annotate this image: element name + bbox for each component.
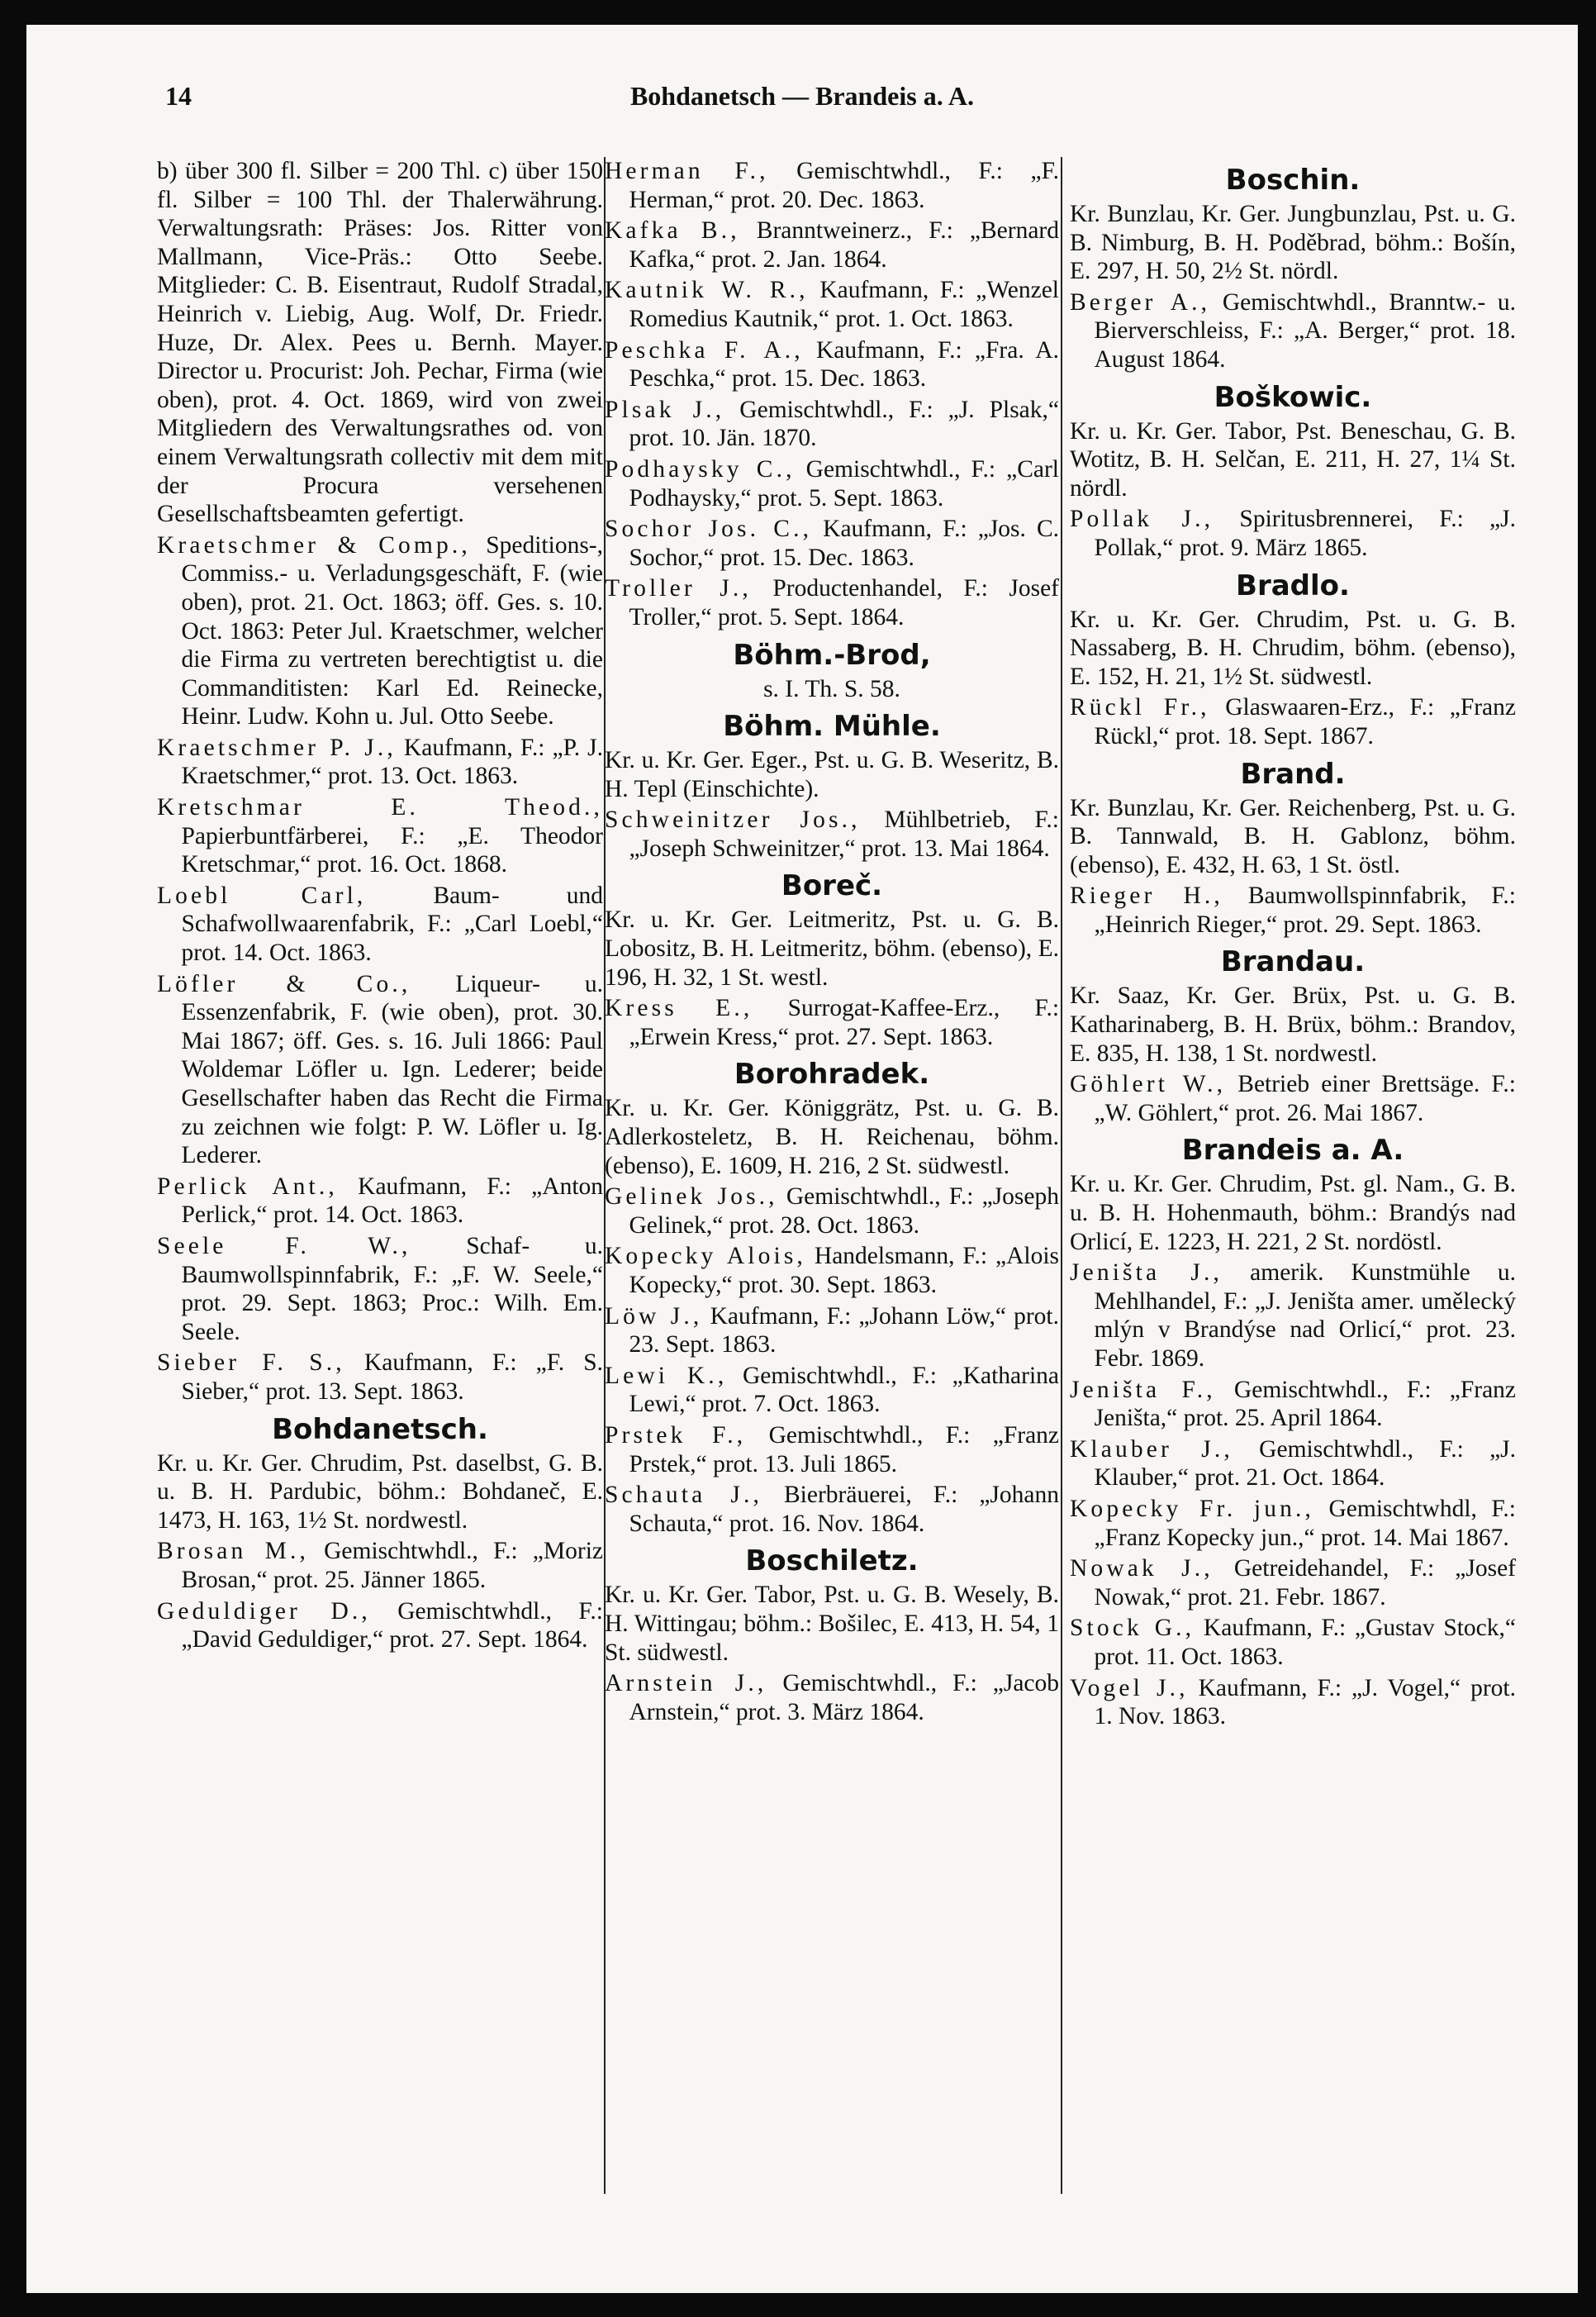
firm-name: Peschka F. A., [605, 336, 804, 364]
entry-text: Gemischtwhdl., F.: „David Geduldiger,“ prot. 27. Sept. 1864. [181, 1597, 603, 1653]
firm-name: Löfler & Co., [157, 970, 411, 997]
firm-name: Lewi K., [605, 1362, 728, 1389]
firm-entry [1070, 1376, 1516, 1433]
firm-entry [1070, 1070, 1516, 1127]
entry-text: Kr. u. Kr. Ger. Eger., Pst. u. G. B. Weseritz, B. H. Tepl (Einschichte). [605, 747, 1059, 802]
entry-text: Kaufmann, F.: „Johann Löw,“ prot. 23. Sept. 1863. [629, 1302, 1060, 1358]
firm-name: Nowak J., [1070, 1555, 1214, 1582]
page-header [26, 81, 1578, 131]
firm-name: Berger A., [1070, 288, 1211, 316]
firm-name: Loebl Carl, [157, 882, 367, 909]
place-description [1070, 1170, 1516, 1256]
place-heading: Brandau. [1220, 945, 1366, 979]
entry-text: Spiritusbrennerei, F.: „J. Pollak,“ prot. 9. März 1865. [1094, 506, 1516, 561]
firm-entry [605, 276, 1059, 333]
entry-text: Baumwollspinnfabrik, F.: „Heinrich Rieger,“ prot. 29. Sept. 1863. [1094, 883, 1517, 938]
place-heading: Bohdanetsch. [272, 1412, 488, 1446]
firm-name: Seele F. W., [157, 1232, 411, 1259]
firm-name: Arnstein J., [605, 1670, 767, 1697]
entry-text: Gemischtwhdl., F.: „Katharina Lewi,“ prot. 7. Oct. 1863. [629, 1362, 1059, 1418]
firm-entry [605, 1182, 1059, 1239]
place-description [1070, 417, 1516, 503]
entry-text: Gemischtwhdl, F.: „Franz Kopecky jun.,“ prot. 14. Mai 1867. [1094, 1495, 1516, 1551]
firm-entry [1070, 1495, 1516, 1552]
entry-text: Baum- und Schafwollwaarenfabrik, F.: „Carl Loebl,“ prot. 14. Oct. 1863. [181, 882, 603, 967]
firm-entry [605, 1362, 1059, 1419]
entry-text: amerik. Kunstmühle u. Mehlhandel, F.: „J. Jeništa amer. umělecký mlýn v Brandýse nad Orlicí,“ prot. 23. Febr. 1869. [1094, 1259, 1517, 1372]
firm-name: Rückl Fr., [1070, 694, 1210, 721]
place-description [1070, 606, 1516, 692]
firm-entry [1070, 505, 1516, 562]
firm-entry [605, 396, 1059, 453]
entry-text: Gemischtwhdl., F.: „Carl Podhaysky,“ prot. 5. Sept. 1863. [629, 455, 1060, 511]
place-heading: Böhm. Mühle. [723, 710, 941, 744]
firm-name: Gelinek Jos., [605, 1183, 778, 1211]
firm-entry [605, 157, 1059, 214]
place-heading: Borohradek. [734, 1058, 930, 1092]
firm-entry [1070, 1674, 1516, 1731]
firm-name: Sochor Jos. C., [605, 516, 813, 543]
entry-text: Gemischtwhdl., F.: „Franz Jeništa,“ prot. 25. April 1864. [1094, 1376, 1517, 1432]
entry-text: Surrogat-Kaffee-Erz., F.: „Erwein Kress,“ prot. 27. Sept. 1863. [629, 995, 1060, 1050]
entry-text: Kaufmann, F.: „J. Vogel,“ prot. 1. Nov. 1863. [1094, 1674, 1516, 1730]
entry-text: Betrieb einer Brettsäge. F.: „W. Göhlert,“ prot. 26. Mai 1867. [1094, 1071, 1516, 1126]
column-left [157, 157, 603, 1657]
entry-text: Papierbuntfärberei, F.: „E. Theodor Kretschmar,“ prot. 16. Oct. 1868. [181, 822, 603, 878]
firm-entry [1070, 882, 1516, 939]
entry-text: Kaufmann, F.: „Jos. C. Sochor,“ prot. 15. Dec. 1863. [629, 516, 1059, 571]
entry-text: Kr. u. Kr. Ger. Tabor, Pst. u. G. B. Wesely, B. H. Wittingau; böhm.: Bošilec, E. 413, H. 54, 1 St. südwestl. [605, 1582, 1059, 1666]
firm-name: Jeništa J., [1070, 1259, 1223, 1287]
entry-text: Branntweinerz., F.: „Bernard Kafka,“ prot. 2. Jan. 1864. [629, 217, 1059, 273]
firm-name: Schweinitzer Jos., [605, 806, 861, 834]
entry-text: Kaufmann, F.: „Anton Perlick,“ prot. 14. Oct. 1863. [181, 1173, 604, 1229]
place-heading: Boškowic. [1214, 380, 1372, 414]
place-description [605, 1094, 1059, 1180]
entry-text: Gemischtwhdl., F.: „Joseph Gelinek,“ prot. 28. Oct. 1863. [629, 1183, 1059, 1239]
firm-entry [157, 882, 603, 968]
column-right [1070, 157, 1516, 1734]
firm-name: Kopecky Fr. jun., [1070, 1495, 1315, 1522]
entry-text: Kaufmann, F.: „Wenzel Romedius Kautnik,“ prot. 1. Oct. 1863. [629, 277, 1059, 332]
cross-reference: s. I. Th. S. 58. [763, 675, 900, 702]
place-heading: Brandeis a. A. [1181, 1134, 1404, 1168]
place-description [1070, 794, 1516, 880]
firm-name: Kraetschmer & Comp., [157, 531, 471, 559]
firm-entry [1070, 288, 1516, 374]
column-divider [1061, 157, 1062, 2194]
entry-text: Speditions-, Commiss.- u. Verladungsgeschäft, F. (wie oben), prot. 21. Oct. 1863; öff. Ges. s. 10. Oct. 1863: Peter Jul. Kraetschmer, welcher die Firma zu vertreten berechtigtist u. die Commanditisten: Karl Ed. Reinecke, Heinr. Ludw. Kohn u. Jul. Otto Seebe. [181, 531, 604, 730]
entry-text: Kr. u. Kr. Ger. Chrudim, Pst. daselbst, G. B. u. B. H. Pardubic, böhm.: Bohdaneč, E. 1473, H. 163, 1½ St. nordwestl. [157, 1449, 603, 1534]
firm-name: Kraetschmer P. J., [157, 734, 397, 761]
entry-text: Gemischtwhdl., F.: „Jacob Arnstein,“ prot. 3. März 1864. [629, 1670, 1060, 1725]
entry-text: Handelsmann, F.: „Alois Kopecky,“ prot. 30. Sept. 1863. [629, 1243, 1059, 1298]
firm-name: Rieger H., [1070, 883, 1223, 910]
firm-entry [605, 455, 1059, 512]
firm-entry [605, 1302, 1059, 1359]
place-description [605, 1581, 1059, 1667]
firm-entry [605, 336, 1059, 393]
firm-entry [605, 1421, 1059, 1478]
firm-entry [605, 1481, 1059, 1538]
place-description [157, 157, 603, 529]
entry-text: Gemischtwhdl., F.: „F. Herman,“ prot. 20. Dec. 1863. [629, 158, 1060, 213]
firm-entry [157, 1232, 603, 1346]
entry-text: Gemischtwhdl., F.: „J. Plsak,“ prot. 10. Jän. 1870. [629, 396, 1059, 452]
firm-entry [605, 806, 1059, 863]
entry-text: Bierbräuerei, F.: „Johann Schauta,“ prot. 16. Nov. 1864. [629, 1482, 1059, 1537]
firm-name: Schauta J., [605, 1482, 763, 1509]
firm-entry [1070, 1554, 1516, 1611]
firm-name: Sieber F. S., [157, 1349, 345, 1377]
place-heading: Brand. [1240, 757, 1346, 791]
entry-text: Kaufmann, F.: „P. J. Kraetschmer,“ prot. 13. Oct. 1863. [181, 734, 604, 790]
directory-page [26, 25, 1578, 2293]
entry-text: Kaufmann, F.: „F. S. Sieber,“ prot. 13. Sept. 1863. [181, 1349, 603, 1405]
firm-entry [157, 793, 603, 879]
firm-entry [157, 1349, 603, 1406]
entry-text: Kr. u. Kr. Ger. Leitmeritz, Pst. u. G. B. Lobositz, B. H. Leitmeritz, böhm. (ebenso), E. 196, H. 32, 1 St. westl. [605, 906, 1059, 991]
place-heading: Boschiletz. [745, 1544, 919, 1578]
firm-entry [605, 515, 1059, 572]
page-number: 14 [165, 81, 192, 111]
entry-text: Kr. u. Kr. Ger. Chrudim, Pst. u. G. B. Nassaberg, B. H. Chrudim, böhm. (ebenso), E. 152, H. 21, 1½ St. südwestl. [1070, 606, 1516, 690]
entry-text: Schaf- u. Baumwollspinnfabrik, F.: „F. W. Seele,“ prot. 29. Sept. 1863; Proc.: Wilh. Em. Seele. [181, 1232, 603, 1345]
entry-text: b) über 300 fl. Silber = 200 Thl. c) über 150 fl. Silber = 100 Thl. der Thalerwährung. Verwaltungsrath: Präses: Jos. Ritter von Mallmann, Vice-Präs.: Otto Seebe. Mitglieder: C. B. Eisentraut, Rudolf Stradal, Heinrich v. Liebig, Aug. Wolf, Dr. Friedr. Huze, Dr. Alex. Pees u. Bernh. Mayer. Director u. Procurist: Joh. Pechar, Firma (wie oben), prot. 4. Oct. 1869, wird von zwei Mitgliedern des Verwaltungsrathes od. von einem Verwaltungsrath collectiv mit dem mit der Procura versehenen Gesellschaftsbeamten gefertigt. [157, 158, 603, 528]
firm-name: Podhaysky C., [605, 455, 796, 483]
entry-text: Mühlbetrieb, F.: „Joseph Schweinitzer,“ prot. 13. Mai 1864. [629, 806, 1060, 862]
firm-entry [157, 970, 603, 1170]
firm-name: Kautnik W. R., [605, 277, 809, 304]
firm-name: Perlick Ant., [157, 1173, 338, 1200]
firm-name: Löw J., [605, 1302, 703, 1330]
column-middle [605, 157, 1059, 1729]
entry-text: Kr. Saaz, Kr. Ger. Brüx, Pst. u. G. B. Katharinaberg, B. H. Brüx, böhm.: Brandov, E. 835, H. 138, 1 St. nordwestl. [1070, 982, 1516, 1067]
entry-text: Kr. u. Kr. Ger. Chrudim, Pst. gl. Nam., G. B. u. B. H. Hohenmauth, böhm.: Brandýs nad Orlicí, E. 1223, H. 221, 2 St. nordöstl. [1070, 1171, 1516, 1255]
firm-entry [1070, 1614, 1516, 1671]
firm-entry [1070, 1435, 1516, 1492]
firm-entry [157, 1597, 603, 1654]
firm-name: Kretschmar E. Theod., [157, 794, 603, 821]
entry-text: Gemischtwhdl., F.: „Moriz Brosan,“ prot. 25. Jänner 1865. [181, 1538, 603, 1593]
running-title: Bohdanetsch — Brandeis a. A. [629, 81, 975, 111]
firm-entry [605, 1242, 1059, 1299]
entry-text: Kr. u. Kr. Ger. Tabor, Pst. Beneschau, G. B. Wotitz, B. H. Selčan, E. 211, H. 27, 1¼ St. nördl. [1070, 417, 1516, 502]
place-description [157, 1449, 603, 1535]
firm-entry [157, 734, 603, 791]
firm-entry [605, 994, 1059, 1051]
place-heading: Böhm.-Brod, [733, 638, 931, 672]
entry-text: Productenhandel, F.: Josef Troller,“ prot. 5. Sept. 1864. [629, 575, 1060, 630]
firm-name: Brosan M., [157, 1538, 309, 1565]
place-description [1070, 200, 1516, 286]
firm-entry [605, 1669, 1059, 1726]
firm-name: Jeništa F., [1070, 1376, 1216, 1403]
firm-name: Pollak J., [1070, 506, 1214, 533]
entry-text: Gemischtwhdl., F.: „J. Klauber,“ prot. 21. Oct. 1864. [1094, 1435, 1517, 1492]
firm-name: Kress E., [605, 995, 753, 1022]
entry-text: Glaswaaren-Erz., F.: „Franz Rückl,“ prot. 18. Sept. 1867. [1094, 694, 1516, 749]
firm-entry [157, 531, 603, 731]
firm-name: Kafka B., [605, 217, 740, 245]
firm-name: Klauber J., [1070, 1435, 1233, 1463]
place-description [605, 906, 1059, 992]
firm-name: Göhlert W., [1070, 1071, 1227, 1098]
firm-entry [605, 216, 1059, 274]
firm-entry [1070, 693, 1516, 750]
firm-name: Troller J., [605, 575, 752, 602]
entry-text: Kaufmann, F.: „Fra. A. Peschka,“ prot. 15. Dec. 1863. [629, 336, 1059, 393]
firm-name: Vogel J., [1070, 1674, 1189, 1701]
place-heading: Boschin. [1225, 164, 1361, 197]
entry-text: Kr. Bunzlau, Kr. Ger. Jungbunzlau, Pst. u. G. B. Nimburg, B. H. Poděbrad, böhm.: Bošín, E. 297, H. 50, 2½ St. nördl. [1070, 201, 1516, 285]
firm-name: Prstek F., [605, 1421, 747, 1449]
firm-name: Kopecky Alois, [605, 1243, 806, 1270]
place-description [605, 746, 1059, 803]
place-description [1070, 982, 1516, 1068]
entry-text: Getreidehandel, F.: „Josef Nowak,“ prot. 21. Febr. 1867. [1094, 1555, 1516, 1610]
firm-name: Geduldiger D., [157, 1597, 371, 1625]
entry-text: Kaufmann, F.: „Gustav Stock,“ prot. 11. Oct. 1863. [1094, 1615, 1516, 1670]
firm-entry [1070, 1258, 1516, 1373]
firm-name: Stock G., [1070, 1615, 1195, 1642]
entry-text: Kr. u. Kr. Ger. Königgrätz, Pst. u. G. B. Adlerkosteletz, B. H. Reichenau, böhm. (ebenso), E. 1609, H. 216, 2 St. südwestl. [605, 1095, 1059, 1179]
entry-text: Gemischtwhdl., Branntw.- u. Bierverschleiss, F.: „A. Berger,“ prot. 18. August 1864. [1094, 288, 1516, 373]
entry-text: Liqueur- u. Essenzenfabrik, F. (wie oben), prot. 30. Mai 1867; öff. Ges. s. 16. Juli 1866: Paul Woldemar Löfler u. Ign. Lederer; beide Gesellschafter haben das Recht die Firma zu zeichnen wie folgt: P. W. Löfler u. Ig. Lederer. [181, 970, 603, 1169]
entry-text: Kr. Bunzlau, Kr. Ger. Reichenberg, Pst. u. G. B. Tannwald, B. H. Gablonz, böhm. (ebenso), E. 432, H. 63, 1 St. östl. [1070, 794, 1516, 878]
firm-entry [157, 1537, 603, 1594]
place-heading: Boreč. [781, 869, 883, 903]
firm-entry [157, 1173, 603, 1230]
firm-entry [605, 574, 1059, 631]
entry-text: Gemischtwhdl., F.: „Franz Prstek,“ prot. 13. Juli 1865. [629, 1421, 1060, 1477]
firm-name: Plsak J., [605, 396, 725, 423]
place-heading: Bradlo. [1236, 569, 1350, 602]
firm-name: Herman F., [605, 158, 769, 184]
